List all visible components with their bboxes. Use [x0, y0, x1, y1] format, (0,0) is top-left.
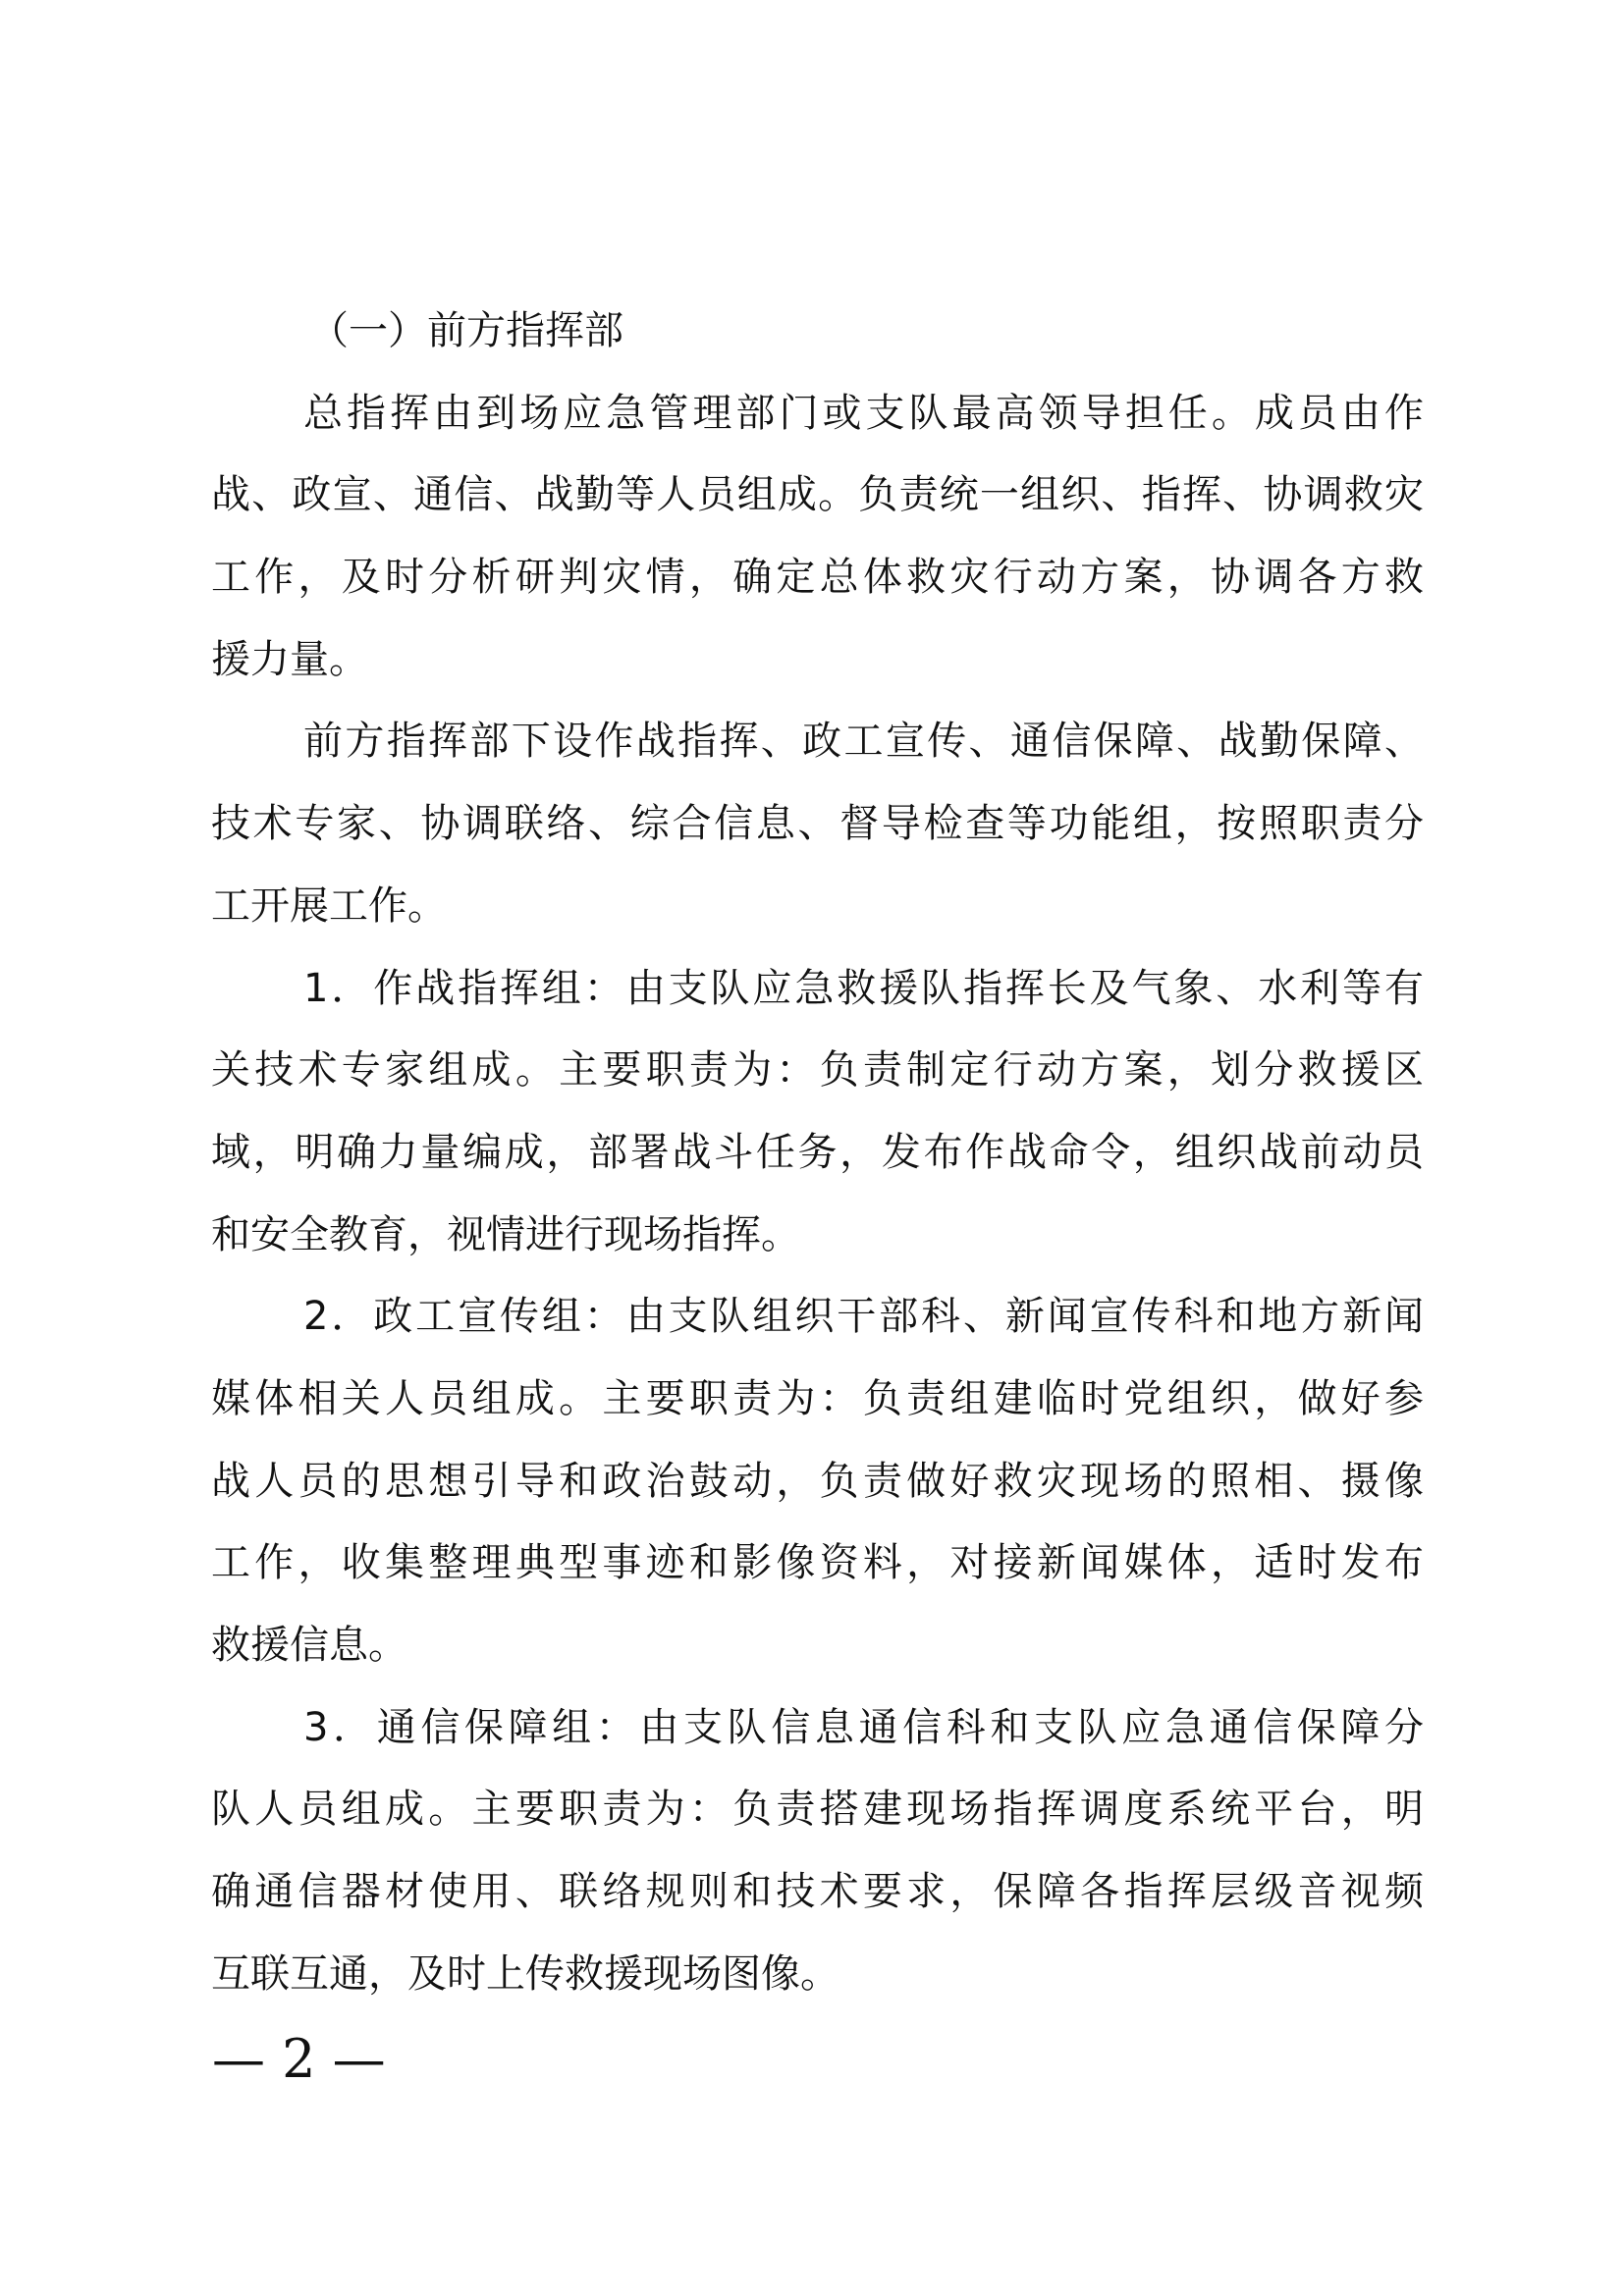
paragraph-line: 援力量。 — [211, 636, 368, 682]
paragraph-line: 前方指挥部下设作战指挥、政工宣传、通信保障、战勤保障、 — [303, 719, 1424, 765]
paragraph-line: 战、政宣、通信、战勤等人员组成。负责统一组织、指挥、协调救灾 — [211, 472, 1424, 518]
paragraph-line: 救援信息。 — [211, 1623, 407, 1668]
paragraph-line: 技术专家、协调联络、综合信息、督导检查等功能组，按照职责分 — [211, 801, 1424, 847]
paragraph-functional-groups — [211, 701, 1424, 947]
paragraph-political-publicity-group — [211, 1276, 1424, 1686]
paragraph-line: 和安全教育，视情进行现场指挥。 — [211, 1211, 800, 1257]
paragraph-line: 2．政工宣传组：由支队组织干部科、新闻宣传科和地方新闻 — [303, 1294, 1424, 1340]
paragraph-line: 队人员组成。主要职责为：负责搭建现场指挥调度系统平台，明 — [211, 1787, 1424, 1833]
paragraph-line: 工作，及时分析研判灾情，确定总体救灾行动方案，协调各方救 — [211, 555, 1424, 601]
paragraph-line: 工作，收集整理典型事迹和影像资料，对接新闻媒体，适时发布 — [211, 1540, 1424, 1586]
page-number: — 2 — — [212, 2028, 386, 2090]
section-heading: （一）前方指挥部 — [309, 308, 623, 353]
paragraph-commander — [211, 373, 1424, 702]
paragraph-combat-command-group — [211, 948, 1424, 1277]
paragraph-line: 确通信器材使用、联络规则和技术要求，保障各指挥层级音视频 — [211, 1869, 1424, 1915]
paragraph-line: 媒体相关人员组成。主要职责为：负责组建临时党组织，做好参 — [211, 1375, 1424, 1421]
paragraph-line: 1．作战指挥组：由支队应急救援队指挥长及气象、水利等有 — [303, 965, 1424, 1011]
paragraph-line: 域，明确力量编成，部署战斗任务，发布作战命令，组织战前动员 — [211, 1129, 1424, 1175]
document-body — [211, 291, 1424, 2015]
paragraph-line: 总指挥由到场应急管理部门或支队最高领导担任。成员由作 — [303, 390, 1424, 436]
paragraph-line: 战人员的思想引导和政治鼓动，负责做好救灾现场的照相、摄像 — [211, 1458, 1424, 1504]
paragraph-communication-group — [211, 1687, 1424, 2016]
paragraph-line: 3．通信保障组：由支队信息通信科和支队应急通信保障分 — [303, 1704, 1424, 1750]
paragraph-line: 工开展工作。 — [211, 882, 447, 929]
paragraph-line: 互联互通，及时上传救援现场图像。 — [211, 1950, 839, 1997]
paragraph-line: 关技术专家组成。主要职责为：负责制定行动方案，划分救援区 — [211, 1047, 1424, 1094]
